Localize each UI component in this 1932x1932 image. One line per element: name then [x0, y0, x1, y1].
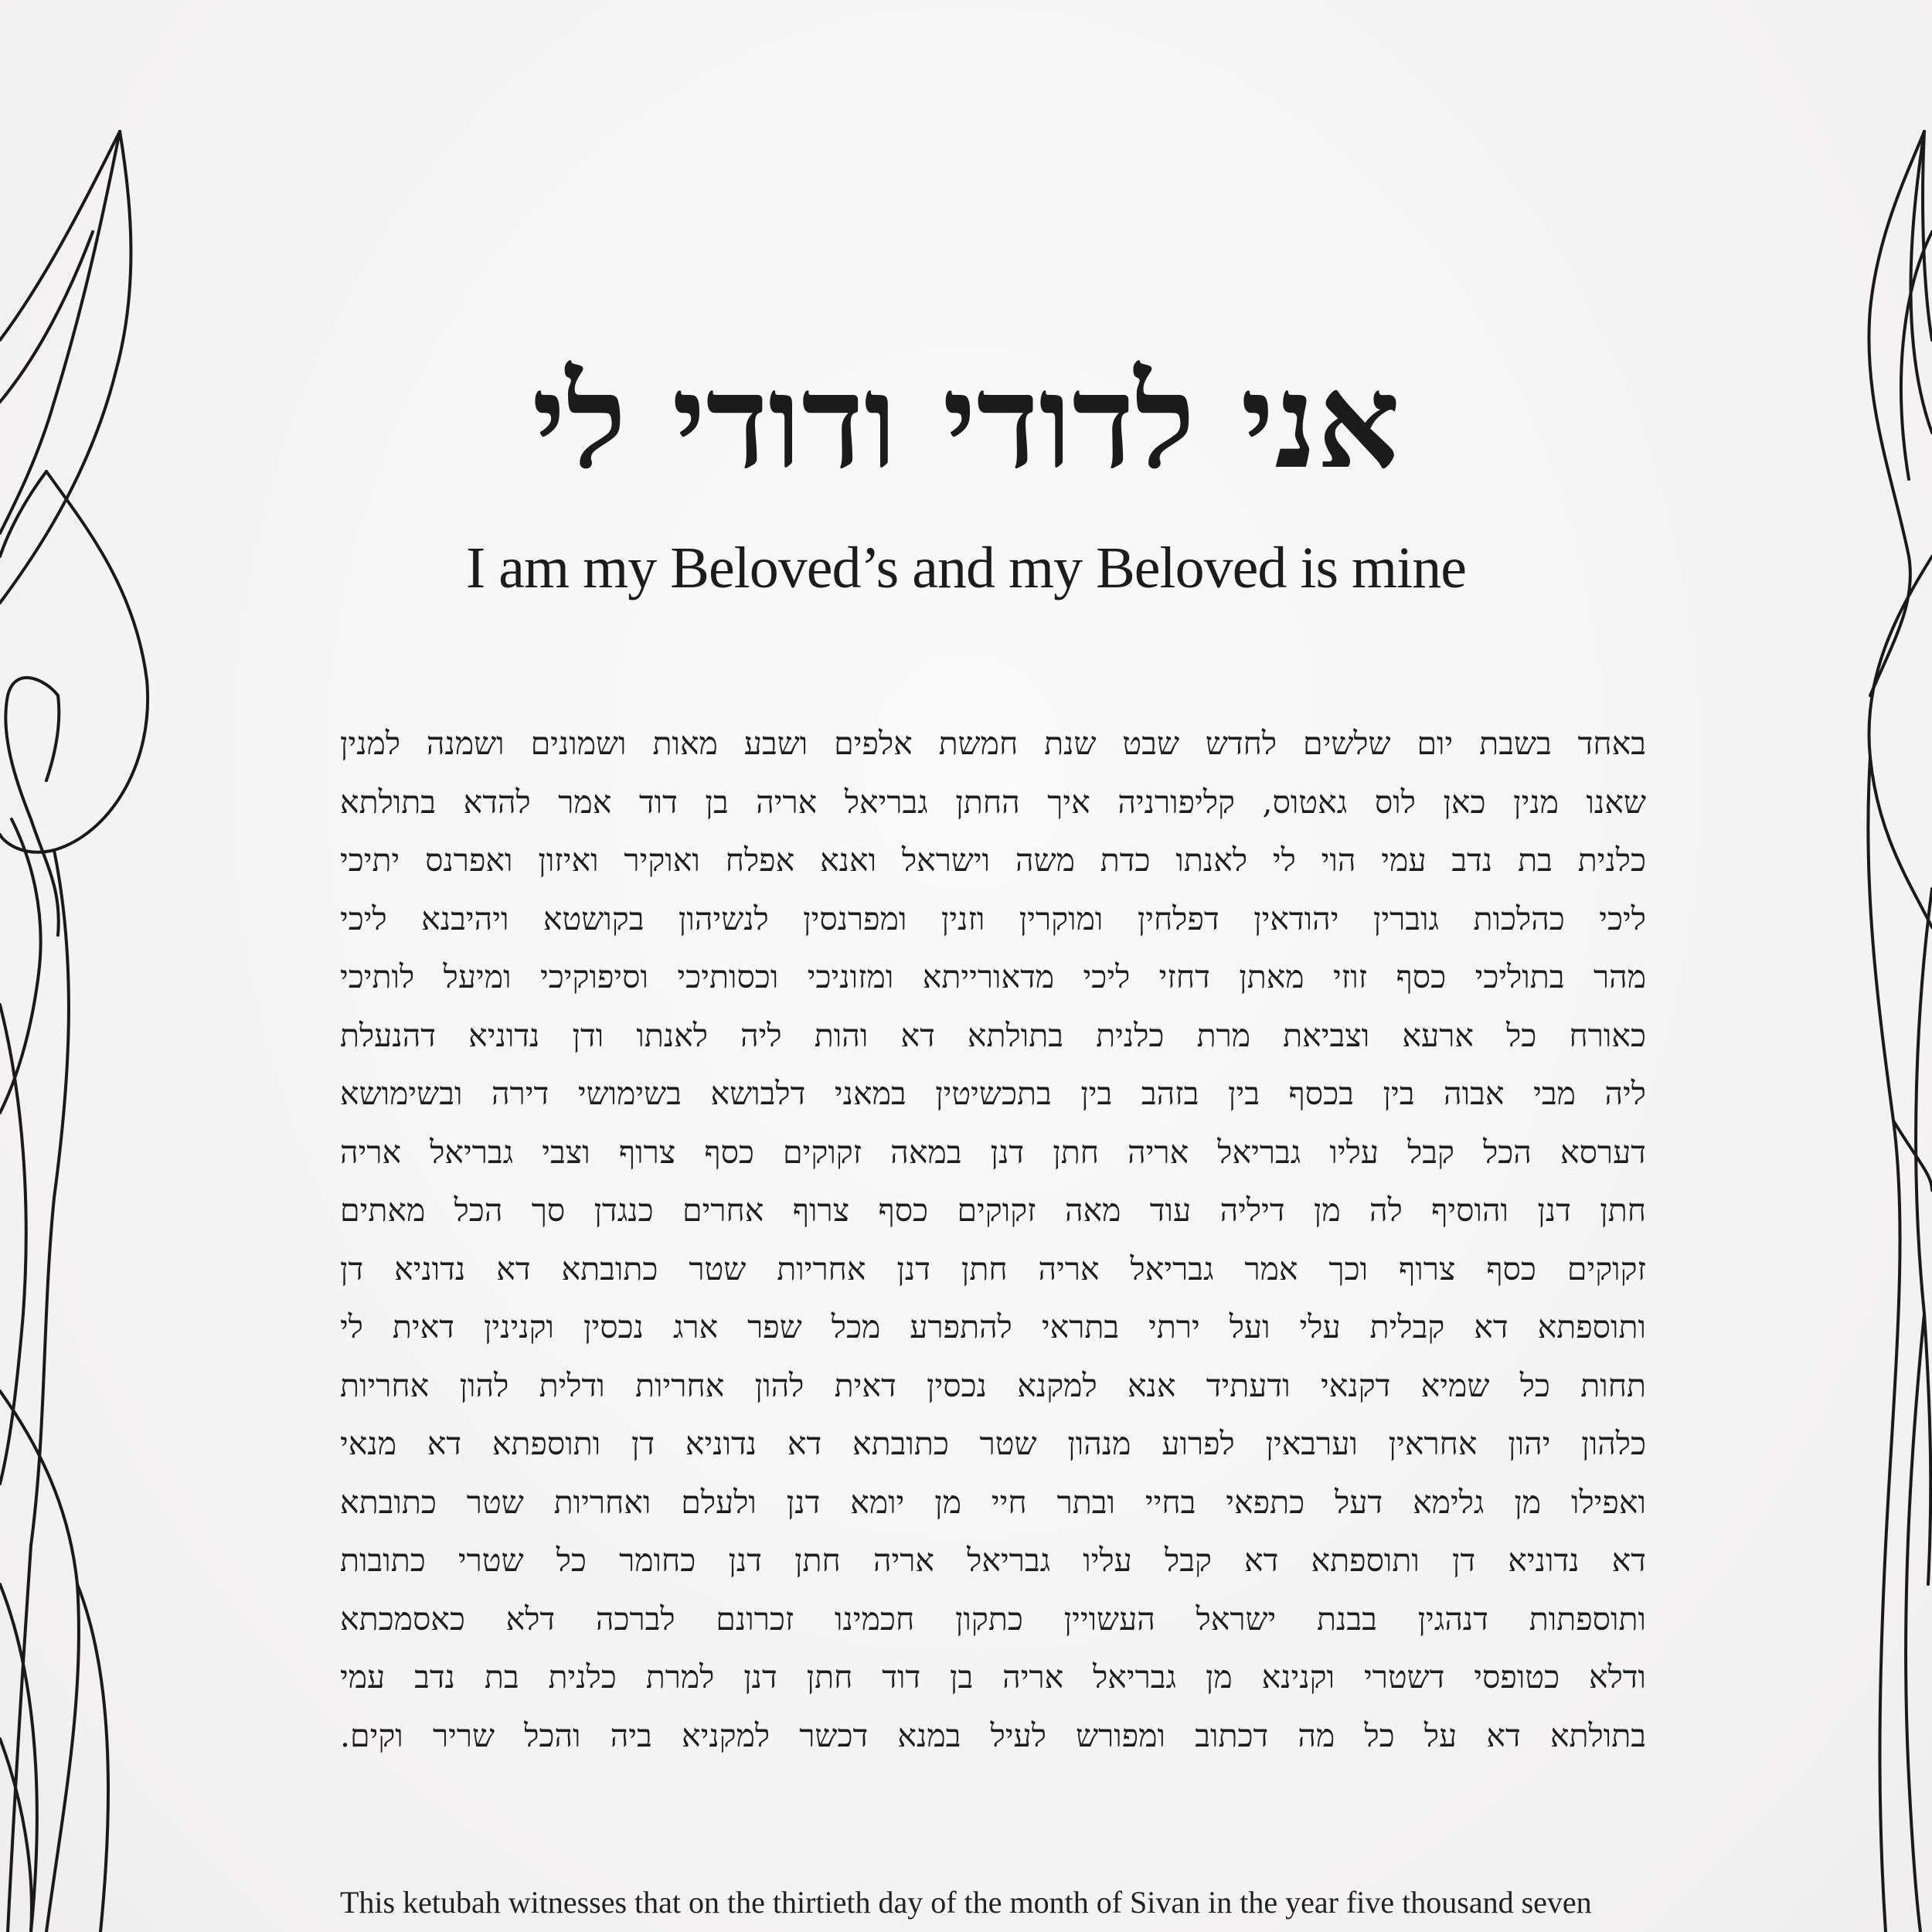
english-ketubah-text: This ketubah witnesses that on the thirtieth day of the month of Sivan in the year five thousand seven: [340, 1885, 1592, 1920]
hebrew-text-line: ודלא כטופסי דשטרי וקנינא מן גבריאל אריה בן דוד חתן דנן למרת כלנית בת נדב עמי: [340, 1658, 1646, 1696]
hebrew-text-line: באחד בשבת יום שלשים לחדש שבט שנת חמשת אלפים ושבע מאות ושמונים ושמנה למנין: [340, 725, 1646, 762]
hebrew-text-line: כלהון יהון אחראין וערבאין לפרוע מנהון שטר כתובתא דא נדוניא דן ותוספתא דא מנאי: [340, 1425, 1646, 1462]
hebrew-ketubah-text: [340, 715, 1646, 1765]
hebrew-text-line: מהר בתוליכי כסף זוזי מאתן דחזי ליכי מדאורייתא ומזוניכי וכסותיכי וסיפוקיכי ומיעל לותיכי: [340, 958, 1646, 995]
hebrew-text-line: כאורח כל ארעא וצביאת מרת כלנית בתולתא דא והות ליה לאנתו ודן נדוניא דהנעלת: [340, 1016, 1646, 1054]
hebrew-text-line: ותוספתא דא קבלית עלי ועל ירתי בתראי להתפרע מכל שפר ארג נכסין וקנינין דאית לי: [340, 1308, 1646, 1345]
hebrew-text-line: חתן דנן והוסיף לה מן דיליה עוד מאה זקוקים כסף צרוף אחרים כנגדן סך הכל מאתים: [340, 1192, 1646, 1229]
hebrew-text-line: תחות כל שמיא דקנאי ודעתיד אנא למקנא נכסין דאית להון אחריות ודלית להון אחריות: [340, 1366, 1646, 1404]
hebrew-text-line: זקוקים כסף צרוף וכך אמר גבריאל אריה חתן דנן אחריות שטר כתובתא דא נדוניא דן: [340, 1250, 1646, 1287]
left-lily-illustration: [0, 0, 201, 1932]
hebrew-text-line: ותוספתות דנהגין בבנת ישראל העשויין כתקון חכמינו זכרונם לברכה דלא כאסמכתא: [340, 1600, 1646, 1638]
hebrew-text-line: ואפילו מן גלימא דעל כתפאי בחיי ובתר חיי מן יומא דנן ולעלם ואחריות שטר כתובתא: [340, 1483, 1646, 1521]
right-lily-illustration: [1847, 0, 1932, 1932]
hebrew-text-line: ליכי כהלכות גוברין יהודאין דפלחין ומוקרין וזנין ומפרנסין לנשיהון בקושטא ויהיבנא ליכי: [340, 900, 1646, 937]
hebrew-text-line: דא נדוניא דן ותוספתא דא קבל עליו גבריאל אריה חתן דנן כחומר כל שטרי כתובות: [340, 1542, 1646, 1579]
hebrew-text-line: ליה מבי אבוה בין בכסף בין בזהב בין בתכשיטין במאני דלבושא בשימושי דירה ובשימושא: [340, 1075, 1646, 1112]
hebrew-text-line: כלנית בת נדב עמי הוי לי לאנתו כדת משה וישראל ואנא אפלח ואוקיר ואיזון ואפרנס יתיכי: [340, 842, 1646, 879]
hebrew-text-line: שאנו מנין כאן לוס גאטוס, קליפורניה איך החתן גבריאל אריה בן דוד אמר להדא בתולתא: [340, 783, 1646, 821]
hebrew-title: אני לדודי ודודי לי: [532, 345, 1400, 498]
hebrew-text-line: דערסא הכל קבל עליו גבריאל אריה חתן דנן במאה זקוקים כסף צרוף וצבי גבריאל אריה: [340, 1133, 1646, 1171]
hebrew-text-line: בתולתא דא על כל מה דכתוב ומפורש לעיל במנא דכשר למקניא ביה והכל שריר וקים.: [340, 1716, 1646, 1754]
english-title: I am my Beloved’s and my Beloved is mine: [465, 536, 1466, 600]
